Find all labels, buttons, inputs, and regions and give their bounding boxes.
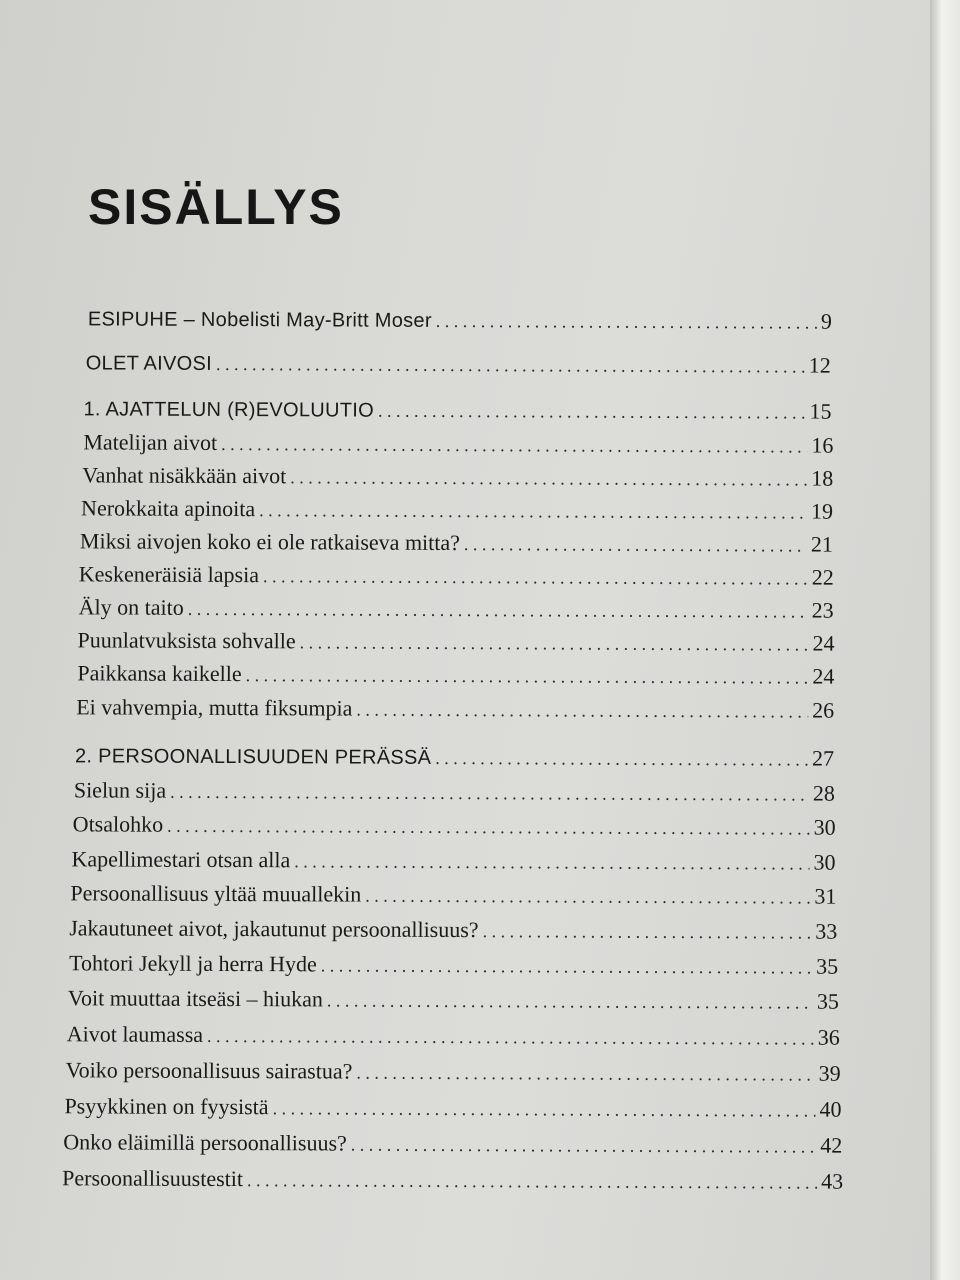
toc-entry-label: 2. PERSOONALLISUUDEN PERÄSSÄ (74, 745, 432, 769)
leader-dots (247, 1170, 817, 1193)
toc-entry (69, 950, 838, 985)
toc-entry-label: Nerokkaita apinoita (81, 495, 256, 522)
toc-entry (62, 1165, 843, 1200)
toc-entry-label: Ei vahvempia, mutta fiksumpia (76, 694, 353, 721)
leader-dots (290, 467, 807, 490)
toc-entry-label: Miksi aivojen koko ei ole ratkaiseva mitta? (79, 528, 461, 556)
leader-dots (483, 921, 812, 943)
toc-entry-label: Otsalohko (72, 811, 164, 837)
leader-dots (327, 990, 813, 1013)
toc-entry-page: 27 (811, 745, 835, 771)
toc-entry-page: 33 (815, 918, 838, 944)
toc-entry-label: Keskeneräisiä lapsia (78, 561, 260, 588)
toc-entry-label: Kapellimestari otsan alla (71, 846, 291, 873)
toc-entry-page: 26 (812, 697, 835, 723)
leader-dots (273, 1098, 816, 1121)
toc-entry-label: ESIPUHE – Nobelisti May-Britt Moser (87, 308, 432, 332)
toc-entry (81, 495, 833, 530)
toc-entry (74, 777, 835, 812)
toc-entry (88, 305, 832, 340)
leader-dots (216, 354, 805, 378)
toc-entry (70, 880, 836, 915)
leader-dots (464, 534, 807, 556)
toc-entry-label: Voiko persoonallisuus sairastua? (65, 1057, 353, 1084)
leader-dots (356, 700, 808, 723)
toc-entry-page: 28 (812, 780, 835, 806)
toc-entry (63, 1129, 842, 1164)
leader-dots (221, 434, 807, 458)
leader-dots (356, 1063, 814, 1086)
toc-entry (76, 694, 834, 729)
leader-dots (365, 886, 810, 909)
toc-entry-page: 43 (821, 1168, 844, 1194)
toc-entry-label: OLET AIVOSI (85, 352, 213, 375)
toc-entry-label: Matelijan aivot (83, 429, 218, 455)
toc-entry (66, 1057, 841, 1092)
toc-entry-label: Persoonallisuus yltää muuallekin (70, 880, 362, 907)
toc-entry-label: Äly on taito (78, 594, 184, 620)
toc-entry (79, 561, 834, 596)
toc-entry-page: 24 (812, 630, 835, 656)
toc-entry (83, 429, 833, 464)
toc-entry-label: Paikkansa kaikelle (77, 660, 242, 687)
toc-entry (64, 1093, 841, 1128)
toc-entry-label: Onko eläimillä persoonallisuus? (63, 1129, 347, 1156)
leader-dots (351, 1135, 817, 1158)
toc-entry-label: Persoonallisuustestit (62, 1165, 244, 1192)
toc-entry (71, 846, 835, 881)
toc-entry-page: 21 (810, 531, 833, 557)
leader-dots (436, 311, 817, 334)
toc-entry-page: 40 (819, 1096, 842, 1122)
leader-dots (378, 401, 806, 424)
toc-entry-label: Jakautuneet aivot, jakautunut persoonallisuus? (69, 915, 479, 943)
toc-entry-page: 15 (809, 398, 832, 424)
toc-entry-page: 23 (811, 597, 834, 623)
leader-dots (435, 748, 808, 771)
leader-dots (167, 816, 810, 840)
toc-entry (79, 594, 834, 629)
leader-dots (300, 632, 809, 655)
leader-dots (246, 665, 809, 688)
toc-entry-label: Aivot laumassa (66, 1021, 204, 1047)
toc-entry (68, 985, 839, 1020)
toc-entry-page: 35 (816, 953, 839, 979)
toc-entry-page: 35 (816, 988, 840, 1014)
toc-entry (75, 742, 834, 777)
toc-entry-page: 30 (813, 814, 836, 840)
toc-entry (83, 395, 831, 430)
leader-dots (207, 1026, 814, 1050)
toc-entry-page: 9 (820, 308, 832, 334)
toc-entry-page: 18 (811, 465, 834, 491)
toc-entry-label: Vanhat nisäkkään aivot (82, 462, 287, 489)
page-title: SISÄLLYS (88, 179, 344, 235)
toc-entry-page: 39 (818, 1060, 841, 1086)
toc-entry-page: 19 (811, 498, 834, 524)
table-of-contents (0, 300, 940, 1194)
toc-entry-label: Tohtori Jekyll ja herra Hyde (69, 950, 317, 977)
leader-dots (294, 851, 809, 874)
toc-entry-page: 24 (812, 663, 835, 689)
toc-entry-page: 31 (814, 883, 837, 909)
toc-entry-label: Psyykkinen on fyysistä (64, 1093, 269, 1120)
leader-dots (170, 782, 809, 806)
toc-entry-page: 12 (808, 352, 831, 378)
toc-entry-page: 36 (817, 1024, 840, 1050)
leader-dots (188, 599, 808, 623)
leader-dots (259, 500, 807, 523)
leader-dots (263, 566, 808, 589)
toc-entry-page: 30 (813, 849, 836, 875)
toc-entry (86, 349, 831, 384)
toc-entry (82, 462, 833, 497)
toc-entry-label: Sielun sija (73, 777, 167, 803)
toc-entry (77, 660, 834, 695)
leader-dots (321, 955, 812, 978)
toc-entry-label: Puunlatvuksista sohvalle (77, 627, 296, 654)
toc-entry (67, 1021, 840, 1056)
toc-entry-label: Voit muuttaa itseäsi – hiukan (67, 985, 324, 1012)
toc-entry (77, 627, 834, 662)
toc-entry-page: 22 (811, 564, 834, 590)
toc-entry (73, 811, 836, 846)
page-edge (930, 0, 960, 1280)
toc-entry (69, 915, 837, 950)
toc-entry (80, 528, 833, 563)
toc-entry-page: 16 (811, 432, 834, 458)
toc-entry-page: 42 (820, 1132, 843, 1158)
toc-entry-label: 1. AJATTELUN (R)EVOLUUTIO (83, 398, 375, 422)
